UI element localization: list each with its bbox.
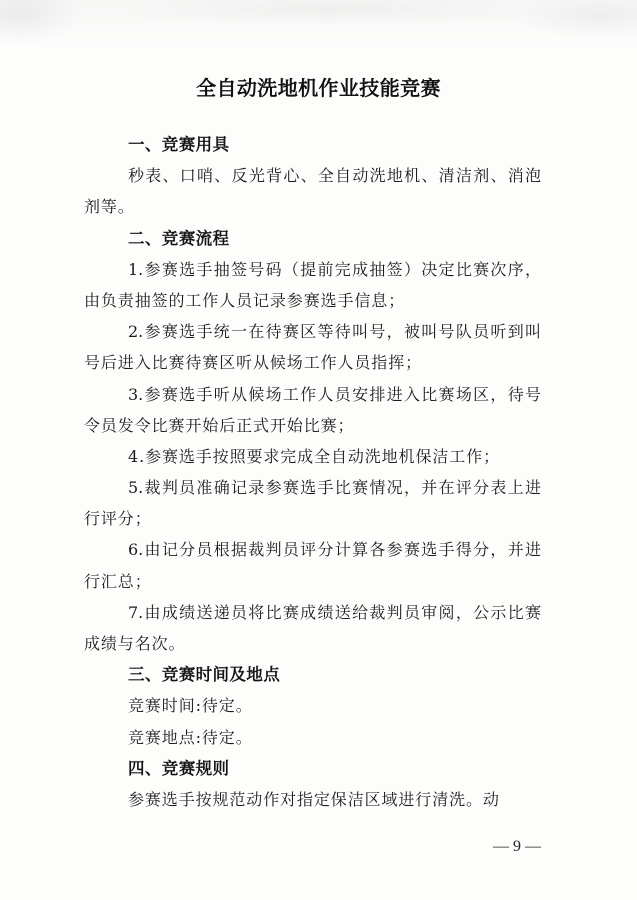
process-step-4: [84, 441, 541, 472]
section-heading: 一、竞赛用具: [128, 135, 230, 154]
equipment-paragraph: [84, 160, 541, 222]
document-title: 全自动洗地机作业技能竞赛: [196, 76, 441, 100]
section-time-and-location: [84, 659, 541, 753]
process-step-5: [84, 472, 541, 534]
process-step-1: [84, 254, 541, 316]
paragraph-line: 竞赛时间:待定。: [128, 696, 253, 716]
section-heading: 二、竞赛流程: [128, 228, 230, 248]
paragraph-line: 3.参赛选手听从候场工作人员安排进入比赛场区，待号: [128, 384, 541, 404]
page-number: — 9 —: [493, 838, 541, 855]
paragraph-line: 5.裁判员准确记录参赛选手比赛情况，并在评分表上进: [128, 478, 541, 498]
scan-shadow: [0, 0, 637, 48]
paragraph-line: 由负责抽签的工作人员记录参赛选手信息；: [84, 290, 406, 310]
paragraph-line: 2.参赛选手统一在待赛区等待叫号，被叫号队员听到叫: [128, 322, 541, 342]
paragraph-line: 秒表、口哨、反光背心、全自动洗地机、清洁剂、消泡: [128, 166, 541, 186]
competition-time: [84, 690, 541, 721]
section-competition-process: [84, 223, 541, 660]
rules-paragraph: [84, 784, 541, 815]
section-competition-equipment: [84, 129, 541, 223]
paragraph-line: 6.由记分员根据裁判员评分计算各参赛选手得分，并进: [128, 540, 541, 560]
process-step-6: [84, 534, 541, 596]
section-heading: 三、竞赛时间及地点: [128, 665, 281, 685]
paragraph-line: 7.由成绩送递员将比赛成绩送给裁判员审阅，公示比赛: [128, 602, 541, 622]
process-step-2: [84, 316, 541, 378]
competition-location: [84, 722, 541, 753]
paragraph-line: 竞赛地点:待定。: [128, 727, 253, 747]
section-competition-rules: [84, 753, 541, 815]
paragraph-line: 1.参赛选手抽签号码（提前完成抽签）决定比赛次序，: [128, 259, 541, 279]
process-step-3: [84, 379, 541, 441]
paragraph-line: 行汇总；: [84, 571, 152, 591]
document-body: [84, 129, 541, 815]
paragraph-line: 号后进入比赛待赛区听从候场工作人员指挥；: [84, 353, 423, 373]
paragraph-line: 行评分；: [84, 509, 152, 529]
paragraph-line: 4.参赛选手按照要求完成全自动洗地机保洁工作；: [128, 446, 500, 466]
section-heading: 四、竞赛规则: [128, 758, 230, 778]
paragraph-line: 剂等。: [84, 197, 135, 217]
paragraph-line: 成绩与名次。: [84, 634, 186, 653]
paragraph-line: 令员发令比赛开始后正式开始比赛；: [84, 415, 355, 435]
process-step-7: [84, 597, 541, 659]
paragraph-line: 参赛选手按规范动作对指定保洁区域进行清洗。动: [128, 789, 500, 809]
